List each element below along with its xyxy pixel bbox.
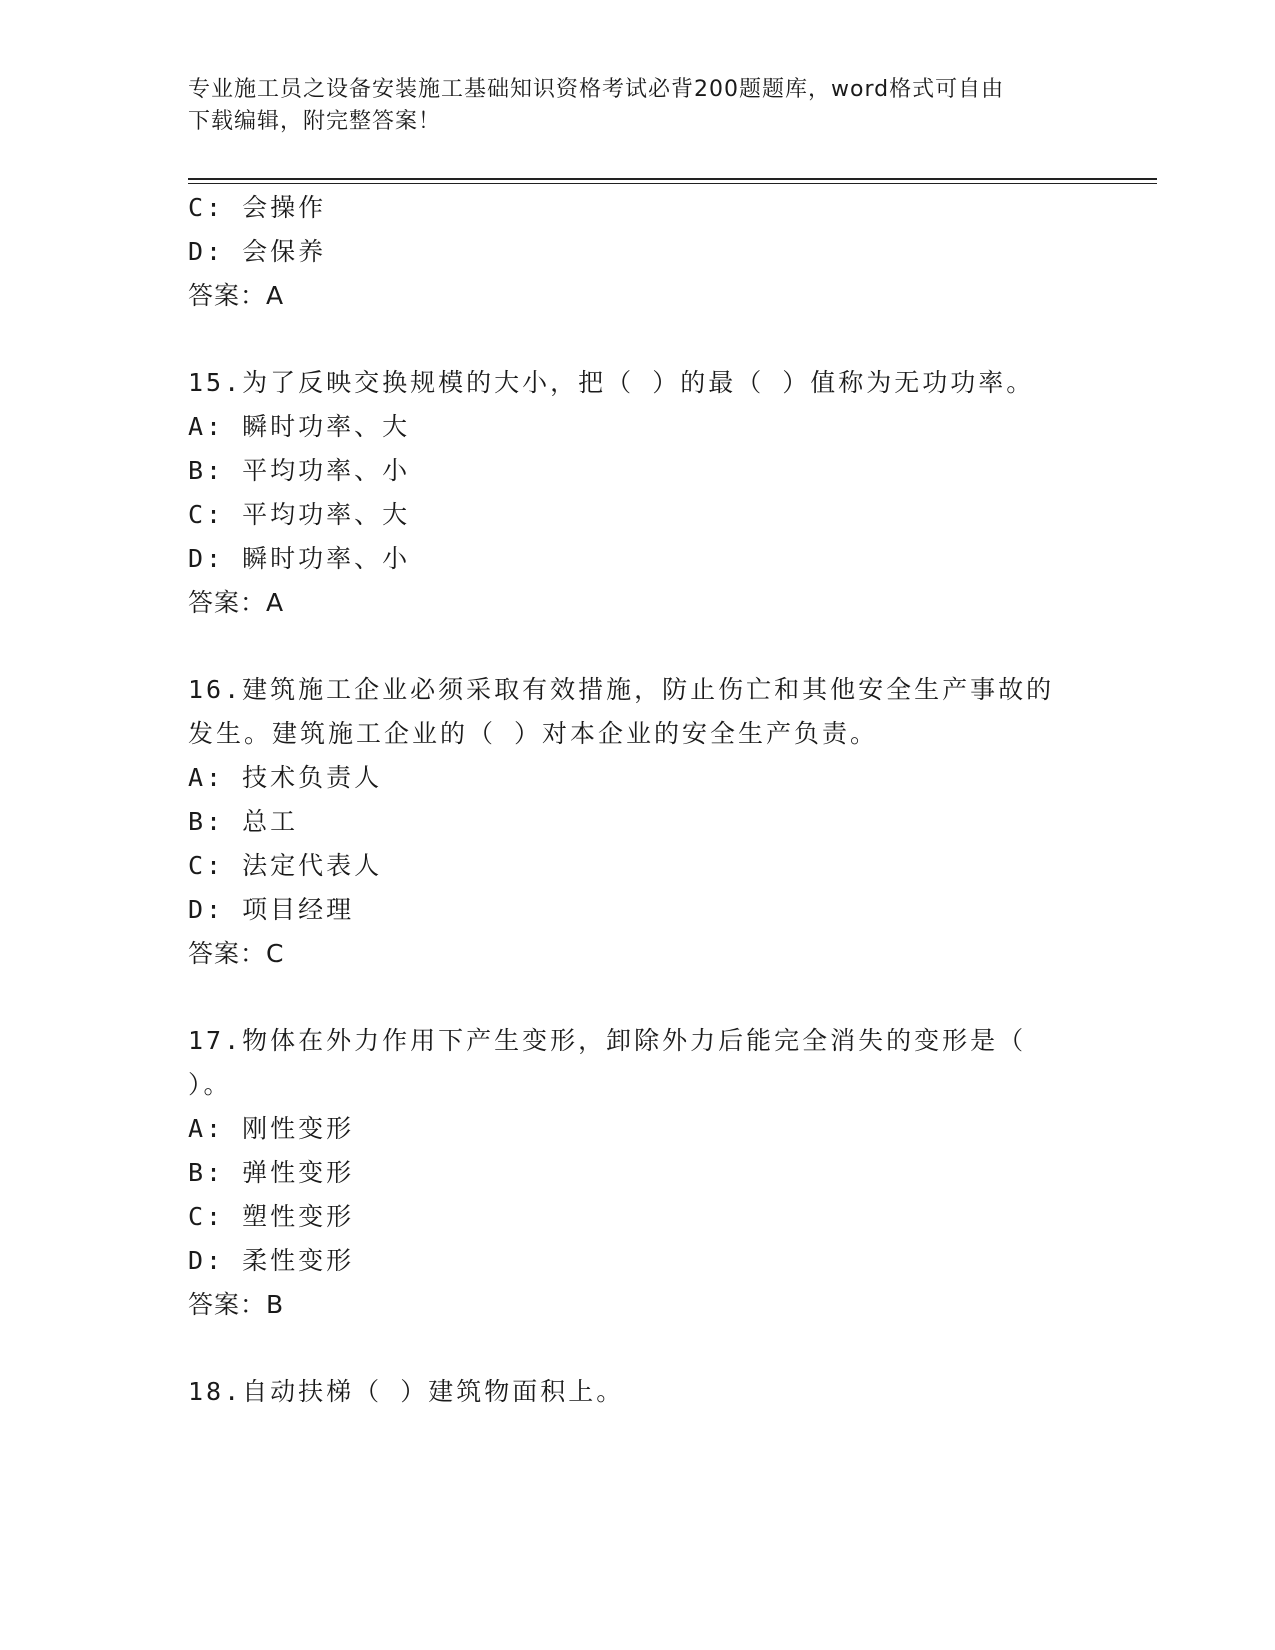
q16-option-c: C: 法定代表人 xyxy=(188,851,383,880)
q14-option-d: D: 会保养 xyxy=(188,237,327,266)
q17-option-d: D: 柔性变形 xyxy=(188,1246,355,1275)
q18-stem: 18.自动扶梯（ ）建筑物面积上。 xyxy=(188,1377,625,1406)
q16-stem-line-1: 16.建筑施工企业必须采取有效措施，防止伤亡和其他安全生产事故的 xyxy=(188,675,1055,704)
q14-option-c: C: 会操作 xyxy=(188,193,327,222)
header-divider-thin xyxy=(188,183,1157,184)
q15-option-c: C: 平均功率、大 xyxy=(188,500,411,529)
header-title-line-1: 专业施工员之设备安装施工基础知识资格考试必背200题题库，word格式可自由 xyxy=(188,77,1005,102)
q16-stem-line-2: 发生。建筑施工企业的（ ）对本企业的安全生产负责。 xyxy=(188,719,879,748)
q16-option-b: B: 总工 xyxy=(188,807,299,836)
q17-answer: 答案：B xyxy=(188,1290,285,1319)
q17-stem-line-1: 17.物体在外力作用下产生变形，卸除外力后能完全消失的变形是（ xyxy=(188,1026,1027,1055)
q14-answer: 答案：A xyxy=(188,281,285,310)
q16-option-a: A: 技术负责人 xyxy=(188,763,383,792)
q15-answer: 答案：A xyxy=(188,588,285,617)
page-header xyxy=(188,74,1088,138)
q17-option-c: C: 塑性变形 xyxy=(188,1202,355,1231)
q15-option-d: D: 瞬时功率、小 xyxy=(188,544,411,573)
q15-option-b: B: 平均功率、小 xyxy=(188,456,411,485)
q17-option-a: A: 刚性变形 xyxy=(188,1114,355,1143)
q17-option-b: B: 弹性变形 xyxy=(188,1158,355,1187)
q15-stem: 15.为了反映交换规模的大小，把（ ）的最（ ）值称为无功功率。 xyxy=(188,368,1035,397)
q17-stem-line-2: ）。 xyxy=(188,1070,232,1099)
q16-answer: 答案：C xyxy=(188,939,285,968)
header-title-line-2: 下载编辑，附完整答案！ xyxy=(188,109,442,134)
header-divider xyxy=(188,178,1157,180)
q16-option-d: D: 项目经理 xyxy=(188,895,355,924)
q15-option-a: A: 瞬时功率、大 xyxy=(188,412,411,441)
